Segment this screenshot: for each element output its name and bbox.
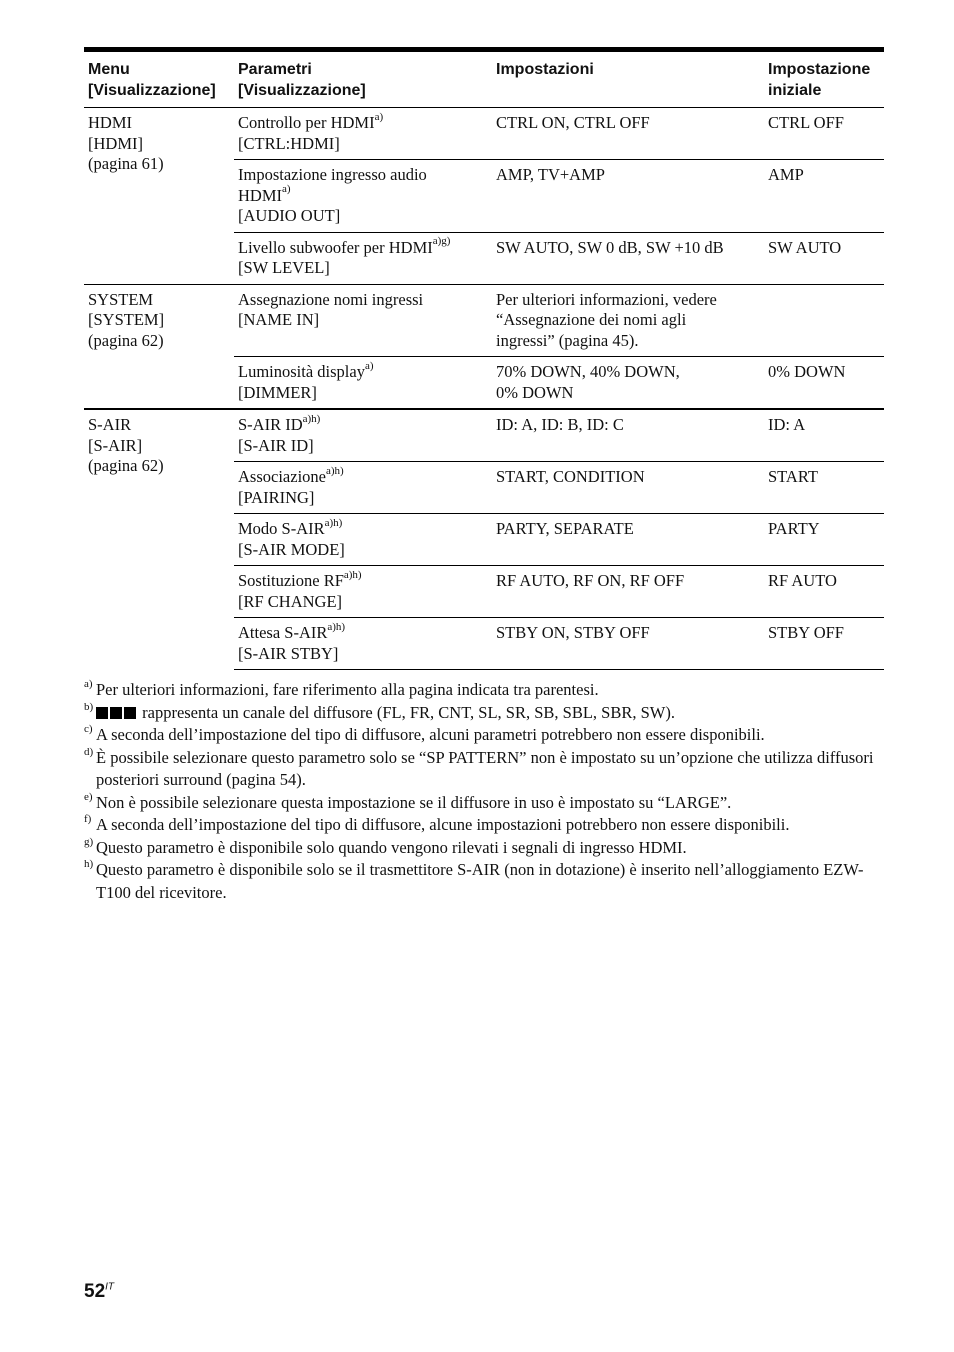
settings-text-cont: “Assegnazione dei nomi agli [496, 310, 687, 329]
initial-cell: PARTY [764, 514, 884, 566]
initial-cell: RF AUTO [764, 566, 884, 618]
param-name: Sostituzione RF [238, 571, 344, 590]
initial-cell: 0% DOWN [764, 357, 884, 410]
param-cell [234, 232, 492, 284]
param-cell [234, 618, 492, 670]
footnotes [84, 679, 884, 904]
footnote-mark: f) [84, 813, 92, 825]
settings-cell [492, 357, 764, 410]
table-row [84, 108, 884, 160]
footnote-ref: a)h) [302, 412, 321, 425]
param-name: Impostazione ingresso audio [238, 165, 427, 184]
footnote-mark: g) [84, 835, 94, 848]
header-menu-label: Menu [88, 61, 130, 78]
footnote-ref: a) [364, 359, 374, 372]
initial-cell: ID: A [764, 409, 884, 462]
initial-cell: SW AUTO [764, 232, 884, 284]
header-initial-label: Impostazione [768, 61, 871, 78]
initial-cell: STBY OFF [764, 618, 884, 670]
channel-square-icon [110, 707, 122, 719]
initial-cell [764, 284, 884, 357]
footnote-ref: a)g) [432, 235, 451, 247]
param-cell [234, 284, 492, 357]
footnote [84, 724, 884, 747]
footnote [84, 792, 884, 815]
param-name: S-AIR ID [238, 415, 303, 434]
settings-cell: START, CONDITION [492, 462, 764, 514]
param-name: Modo S-AIR [238, 519, 325, 538]
param-name: Assegnazione nomi ingressi [238, 289, 424, 309]
footnote-mark: d) [84, 745, 94, 758]
header-param [234, 52, 492, 108]
settings-cell: CTRL ON, CTRL OFF [496, 113, 650, 132]
param-cell [234, 514, 492, 566]
param-display: [RF CHANGE] [238, 591, 343, 611]
param-name: Livello subwoofer per HDMI [238, 237, 433, 257]
footnote [84, 679, 884, 702]
footnote-text: rappresenta un canale del diffusore (FL, FR, CNT, SL, SR, SB, SBL, SBR, SW). [138, 702, 675, 722]
table-row [84, 409, 884, 462]
footnote-text: Questo parametro è disponibile solo quando vengono rilevati i segnali di ingresso HDMI. [96, 837, 687, 857]
header-param-label: Parametri [238, 61, 312, 78]
footnote-ref: a)h) [324, 516, 343, 529]
footnote-mark: h) [84, 858, 94, 870]
menu-cell-s-air [84, 409, 234, 670]
settings-text-cont: 0% DOWN [496, 382, 574, 402]
menu-name: S-AIR [88, 415, 132, 434]
header-settings: Impostazioni [496, 61, 594, 78]
param-name: Associazione [238, 467, 326, 486]
page-number-value: 52 [84, 1281, 106, 1302]
footnote-ref: a)h) [327, 620, 346, 633]
settings-text: 70% DOWN, 40% DOWN, [496, 362, 680, 381]
header-initial [764, 52, 884, 108]
param-cell [234, 566, 492, 618]
settings-cell: SW AUTO, SW 0 dB, SW +10 dB [492, 232, 764, 284]
param-name: Luminosità display [238, 362, 365, 381]
menu-page-ref: (pagina 61) [88, 154, 164, 173]
footnote-mark: e) [84, 790, 93, 803]
footnote-ref: a) [374, 110, 384, 123]
initial-cell: START [764, 462, 884, 514]
document-page [84, 47, 884, 904]
settings-text: Per ulteriori informazioni, vedere [496, 289, 717, 309]
footnote-text: A seconda dell’impostazione del tipo di diffusore, alcune impostazioni potrebbero non essere disponibili. [96, 815, 790, 834]
param-display: [S-AIR MODE] [238, 539, 345, 559]
footnote [84, 814, 884, 837]
param-display: [CTRL:HDMI] [238, 133, 340, 153]
header-menu [84, 52, 234, 108]
channel-square-icon [96, 707, 108, 719]
language-code: IT [105, 1281, 115, 1293]
footnote-text: Questo parametro è disponibile solo se il trasmettitore S-AIR (non in dotazione) è inserito nell’alloggiamento EZW-T100 del ricevitore. [96, 860, 864, 902]
footnote-mark: a) [84, 678, 93, 690]
menu-page-ref: (pagina 62) [88, 456, 164, 475]
footnote [84, 859, 884, 904]
menu-cell-system [84, 284, 234, 409]
settings-cell: PARTY, SEPARATE [492, 514, 764, 566]
footnote-ref: a)h) [325, 464, 344, 477]
settings-table [84, 52, 884, 670]
param-display: [PAIRING] [238, 487, 315, 507]
menu-name: SYSTEM [88, 289, 154, 309]
table-header-row [84, 52, 884, 108]
param-name: Attesa S-AIR [238, 623, 328, 642]
param-display: [NAME IN] [238, 310, 320, 329]
footnote-text: Per ulteriori informazioni, fare riferimento alla pagina indicata tra parentesi. [96, 680, 599, 699]
param-cell [234, 160, 492, 233]
settings-cell [492, 284, 764, 357]
initial-cell: CTRL OFF [768, 113, 844, 132]
footnote-text: Non è possibile selezionare questa impostazione se il diffusore in uso è impostato su “LARGE”. [96, 792, 732, 812]
page-number [84, 1281, 114, 1303]
header-param-display: [Visualizzazione] [238, 82, 366, 99]
settings-text-cont: ingressi” (pagina 45). [496, 330, 639, 350]
footnote-ref: a)h) [343, 568, 362, 581]
param-display: [SW LEVEL] [238, 258, 330, 277]
param-display: [DIMMER] [238, 382, 317, 402]
footnote-mark: b) [84, 700, 94, 713]
menu-display: [S-AIR] [88, 435, 143, 455]
param-display: [AUDIO OUT] [238, 206, 341, 225]
menu-name: HDMI [88, 113, 132, 132]
menu-page-ref: (pagina 62) [88, 330, 164, 350]
footnote [84, 702, 884, 725]
settings-cell: RF AUTO, RF ON, RF OFF [492, 566, 764, 618]
settings-cell: STBY ON, STBY OFF [492, 618, 764, 670]
param-name: Controllo per HDMI [238, 113, 375, 132]
menu-display: [HDMI] [88, 133, 143, 153]
table-row [84, 284, 884, 357]
footnote-text: A seconda dell’impostazione del tipo di diffusore, alcuni parametri potrebbero non essere disponibili. [96, 725, 765, 744]
menu-display: [SYSTEM] [88, 310, 165, 329]
footnote-ref: a) [282, 183, 291, 195]
header-menu-display: [Visualizzazione] [88, 82, 216, 99]
settings-cell: ID: A, ID: B, ID: C [492, 409, 764, 462]
footnote [84, 747, 884, 792]
initial-cell: AMP [764, 160, 884, 233]
header-initial-label-2: iniziale [768, 82, 822, 99]
settings-cell: AMP, TV+AMP [492, 160, 764, 233]
footnote-mark: c) [84, 723, 93, 735]
param-cell [234, 357, 492, 410]
param-cell [234, 462, 492, 514]
param-display: [S-AIR STBY] [238, 643, 339, 663]
param-name-cont: HDMI [238, 185, 282, 205]
footnote-text: È possibile selezionare questo parametro solo se “SP PATTERN” non è impostato su un’opzione che utilizza diffusori posteriori surround (pagina 54). [96, 747, 874, 789]
param-display: [S-AIR ID] [238, 435, 314, 455]
param-cell [234, 409, 492, 462]
channel-square-icon [124, 707, 136, 719]
footnote [84, 837, 884, 860]
param-cell [234, 108, 492, 160]
menu-cell-hdmi [84, 108, 234, 285]
